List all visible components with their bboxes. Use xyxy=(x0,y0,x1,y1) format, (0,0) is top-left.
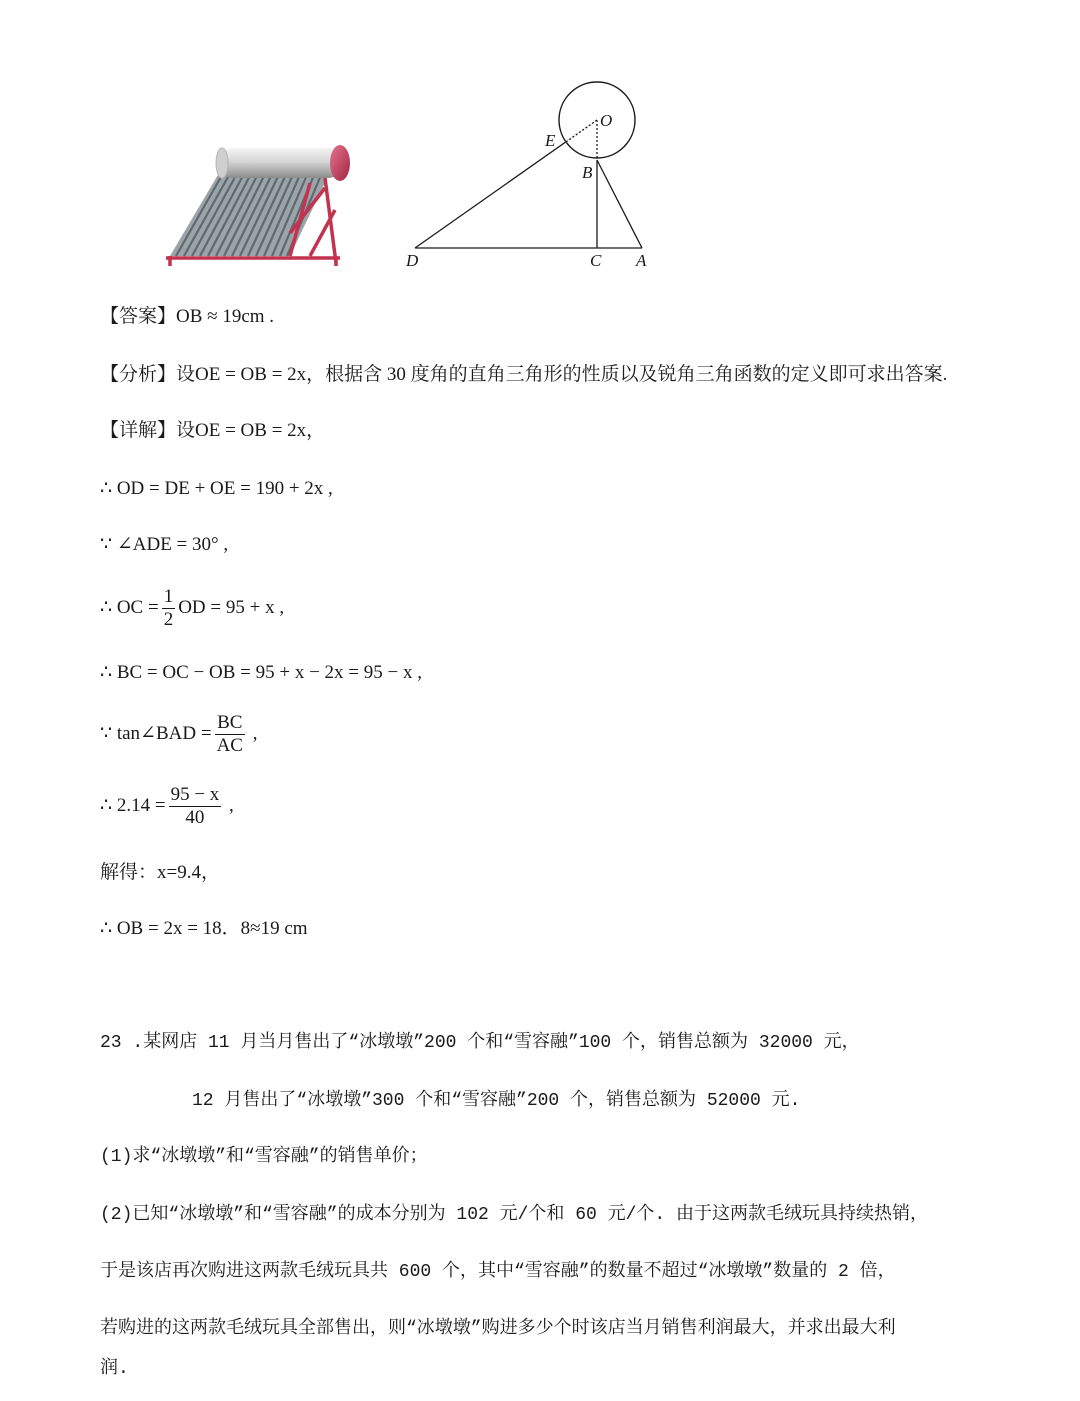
question-part-2-line-3: 若购进的这两款毛绒玩具全部售出，则“冰墩墩”购进多少个时该店当月销售利润最大，并求出最大利 xyxy=(100,1319,896,1339)
question-part-2-line-2: 于是该店再次购进这两款毛绒玩具共 600 个，其中“雪容融”的数量不超过“冰墩墩”数量的 2 倍， xyxy=(100,1262,896,1282)
step-6-fraction xyxy=(169,784,222,829)
step-3 xyxy=(100,586,284,631)
question-part-2-line-1: (2)已知“冰墩墩”和“雪容融”的成本分别为 102 元/个和 60 元/个. 由于这两款毛绒玩具持续热销， xyxy=(100,1205,929,1225)
step-3-fraction xyxy=(162,586,176,631)
step-2: ∵ ∠ADE = 30° , xyxy=(100,534,229,555)
step-5-pre: ∵ tan∠BAD = xyxy=(100,722,212,744)
label-d: D xyxy=(406,251,419,270)
step-3-numerator: 1 xyxy=(163,586,174,607)
answer-tag: 【答案】 xyxy=(100,306,177,327)
step-3-post: OD = 95 + x , xyxy=(178,596,285,618)
step-1: ∴ OD = DE + OE = 190 + 2x , xyxy=(100,478,333,499)
label-c: C xyxy=(590,251,602,270)
step-6-post: , xyxy=(224,794,234,816)
step-6-numerator: 95 − x xyxy=(170,784,220,805)
segment-ba xyxy=(597,160,642,248)
label-e: E xyxy=(545,131,556,150)
step-5-denominator: AC xyxy=(216,735,243,756)
question-part-1: (1)求“冰墩墩”和“雪容融”的销售单价； xyxy=(100,1147,428,1167)
step-4: ∴ BC = OC − OB = 95 + x − 2x = 95 − x , xyxy=(100,662,422,683)
question-line-1: 23 .某网店 11 月当月售出了“冰墩墩”200 个和“雪容融”100 个，销售总额为 32000 元， xyxy=(100,1033,860,1053)
step-5 xyxy=(100,712,257,757)
step-5-numerator: BC xyxy=(215,712,245,735)
solar-heater-illustration xyxy=(160,138,355,273)
label-a: A xyxy=(636,251,647,270)
step-6-denominator: 40 xyxy=(185,807,205,828)
geometry-figure xyxy=(400,58,680,273)
step-3-denominator: 2 xyxy=(163,609,174,630)
label-b: B xyxy=(582,163,593,182)
analysis-line xyxy=(100,362,947,388)
analysis-text: 设OE = OB = 2x，根据含 30 度角的直角三角形的性质以及锐角三角函数的定义即可求出答案. xyxy=(176,364,948,385)
answer-text: OB ≈ 19cm . xyxy=(176,306,275,327)
step-5-fraction xyxy=(215,712,245,757)
step-7: 解得：x=9.4， xyxy=(100,862,220,883)
answer-line xyxy=(100,304,274,330)
step-5-post: , xyxy=(247,722,258,744)
step-6-pre: ∴ 2.14 = xyxy=(100,794,166,816)
detail-line xyxy=(100,418,325,444)
analysis-tag: 【分析】 xyxy=(100,364,177,385)
step-3-pre: ∴ OC = xyxy=(100,596,159,618)
label-o: O xyxy=(600,111,613,130)
step-8: ∴ OB = 2x = 18．8≈19 cm xyxy=(100,918,308,939)
question-part-2-line-4: 润. xyxy=(100,1359,129,1379)
detail-text: 设OE = OB = 2x， xyxy=(176,420,326,441)
detail-tag: 【详解】 xyxy=(100,420,177,441)
question-line-2: 12 月售出了“冰墩墩”300 个和“雪容融”200 个，销售总额为 52000 元. xyxy=(192,1091,801,1111)
step-6 xyxy=(100,784,234,829)
